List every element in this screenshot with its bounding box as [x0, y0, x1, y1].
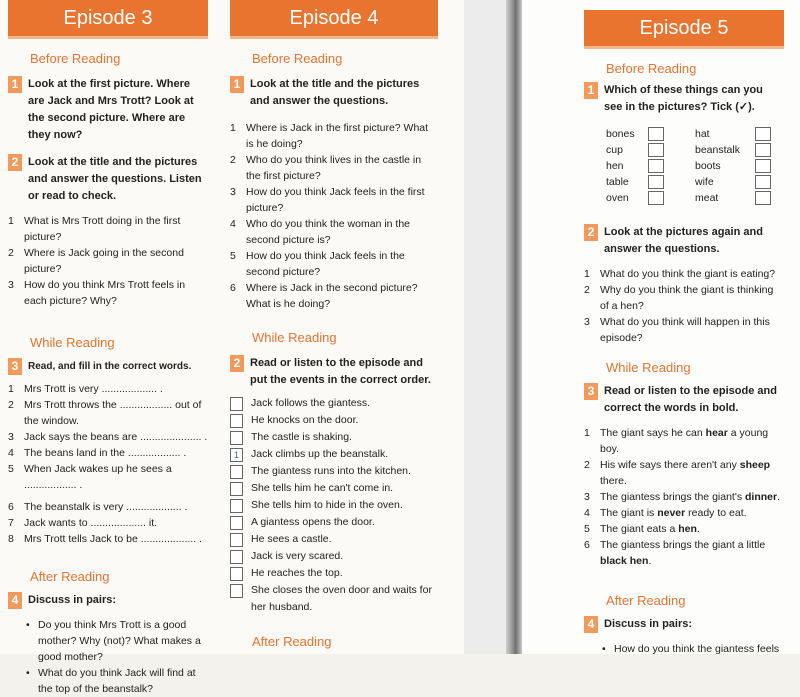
ep4-q1-text: Look at the title and the pictures and answer the questions.: [250, 78, 420, 107]
list-item: 1 What is Mrs Trott doing in the first picture?: [8, 215, 181, 243]
tick-box[interactable]: [648, 159, 664, 173]
ep3-q2-text: Look at the title and the pictures and answer the questions. Listen or read to check.: [28, 156, 202, 202]
ep5-q3-text: Read or listen to the episode and correct the words in bold.: [604, 385, 777, 414]
order-box[interactable]: [230, 482, 243, 496]
list-item: 1 Where is Jack in the first picture? What is he doing?: [230, 122, 429, 150]
ep3-q1-number: 1: [8, 76, 22, 93]
list-item: 6 Where is Jack in the second picture? What is he doing?: [230, 282, 418, 310]
order-box[interactable]: [230, 533, 243, 547]
tick-item: oven: [606, 190, 695, 206]
order-box[interactable]: [230, 550, 243, 564]
ep5-after-reading-heading: After Reading: [606, 593, 686, 608]
order-box[interactable]: 1: [230, 448, 243, 462]
tick-item: meat: [695, 190, 784, 206]
ep3-after-reading-heading: After Reading: [30, 569, 110, 584]
ep4-q2-list: [230, 395, 438, 616]
ep5-tick-column-right: [695, 126, 784, 206]
ep5-q2-number: 2: [584, 224, 598, 241]
ep3-q3-number: 3: [8, 358, 22, 375]
ep5-q1: [584, 82, 784, 116]
ep5-q2: [584, 224, 784, 258]
list-item: 4 The beans land in the .................. .: [8, 447, 187, 459]
tick-box[interactable]: [648, 143, 664, 157]
tick-item: table: [606, 174, 695, 190]
tick-item: hat: [695, 126, 784, 142]
ep3-before-reading-heading: Before Reading: [30, 51, 121, 66]
list-item: 2 Why do you think the giant is thinking of a hen?: [584, 284, 774, 312]
list-item: Jack follows the giantess.: [230, 395, 438, 412]
list-item: 2 Where is Jack going in the second picture?: [8, 247, 184, 275]
right-page: [522, 0, 800, 654]
ep5-q2-text: Look at the pictures again and answer the questions.: [604, 226, 763, 255]
order-box[interactable]: [230, 516, 243, 530]
list-item: He reaches the top.: [230, 565, 438, 582]
tick-box[interactable]: [755, 127, 771, 141]
bullet-icon: •: [26, 619, 30, 631]
tick-box[interactable]: [648, 127, 664, 141]
list-item: 2 Mrs Trott throws the .................. out of the window.: [8, 399, 202, 427]
tick-box[interactable]: [755, 191, 771, 205]
ep4-before-reading-heading: Before Reading: [252, 51, 343, 66]
list-item: 5 How do you think Jack feels in the second picture?: [230, 250, 405, 278]
list-item: 2 Who do you think lives in the castle in the first picture?: [230, 154, 422, 182]
list-item: 1 What do you think the giant is eating?: [584, 268, 776, 280]
ep4-q1: [230, 76, 438, 110]
tick-box[interactable]: [755, 175, 771, 189]
episode-3-banner: Episode 3: [8, 0, 208, 39]
bullet-icon: •: [602, 643, 606, 655]
list-item: 7 Jack wants to ................... it.: [8, 517, 158, 529]
tick-item: hen: [606, 158, 695, 174]
tick-item: bones: [606, 126, 695, 142]
ep5-q1-number: 1: [584, 82, 598, 99]
episode-4-column: [230, 0, 438, 649]
list-item: She tells him to hide in the oven.: [230, 497, 438, 514]
tick-item: boots: [695, 158, 784, 174]
ep4-after-reading-heading: After Reading: [252, 634, 332, 649]
ep5-while-reading-heading: While Reading: [606, 360, 691, 375]
ep3-q3: [8, 358, 208, 375]
list-item: 3 How do you think Mrs Trott feels in each picture? Why?: [8, 279, 186, 307]
ep5-q4: [584, 616, 784, 633]
tick-box[interactable]: [755, 143, 771, 157]
ep5-tick-grid: [606, 126, 784, 206]
ep5-q3-list: [584, 425, 784, 569]
list-item: Jack is very scared.: [230, 548, 438, 565]
ep3-q4: [8, 592, 208, 609]
list-item: 6 The beanstalk is very ................... .: [8, 501, 188, 513]
list-item: The castle is shaking.: [230, 429, 438, 446]
list-item: 1 Mrs Trott is very ................... .: [8, 383, 163, 395]
order-box[interactable]: [230, 465, 243, 479]
tick-box[interactable]: [648, 191, 664, 205]
ep5-q4-number: 4: [584, 616, 598, 633]
list-item: • What do you think Jack will find at the top of the beanstalk?: [26, 667, 196, 695]
ep3-q3-text: Read, and fill in the correct words.: [28, 361, 192, 372]
ep4-q1-number: 1: [230, 76, 244, 93]
ep5-q4-list: [602, 641, 784, 657]
tick-item: beanstalk: [695, 142, 784, 158]
list-item: 3 What do you think will happen in this episode?: [584, 316, 770, 344]
episode-5-banner: Episode 5: [584, 10, 784, 49]
ep5-tick-column-left: [606, 126, 695, 206]
list-item: 2 His wife says there aren't any sheep there.: [584, 459, 771, 487]
ep4-q2-number: 2: [230, 355, 244, 372]
list-item: 4 Who do you think the woman in the second picture is?: [230, 218, 411, 246]
list-item: 8 Mrs Trott tells Jack to be ................... .: [8, 533, 202, 545]
list-item: 5 The giant eats a hen.: [584, 523, 700, 535]
list-item: 3 Jack says the beans are ..................... .: [8, 431, 208, 443]
tick-item: cup: [606, 142, 695, 158]
list-item: 3 The giantess brings the giant's dinner.: [584, 491, 781, 503]
ep3-q4-number: 4: [8, 592, 22, 609]
ep3-q2: [8, 154, 208, 205]
tick-box[interactable]: [755, 159, 771, 173]
list-item: She tells him he can't come in.: [230, 480, 438, 497]
ep4-q2-text: Read or listen to the episode and put the events in the correct order.: [250, 357, 431, 386]
order-box[interactable]: [230, 584, 243, 598]
ep4-while-reading-heading: While Reading: [252, 330, 337, 345]
ep3-q1: [8, 76, 208, 144]
ep3-while-reading-heading: While Reading: [30, 335, 115, 350]
list-item: • Do you think Mrs Trott is a good mother? Why (not)? What makes a good mother?: [26, 619, 201, 663]
ep5-q3-number: 3: [584, 383, 598, 400]
ep3-q2-number: 2: [8, 154, 22, 171]
ep3-q2-list: [8, 213, 208, 309]
ep5-q3: [584, 383, 784, 417]
ep3-q3-list: [8, 381, 208, 547]
ep3-q4-list: [26, 617, 208, 697]
list-item: 6 The giantess brings the giant a little black hen.: [584, 539, 766, 567]
order-box[interactable]: [230, 567, 243, 581]
order-box[interactable]: [230, 414, 243, 428]
ep5-q1-text: Which of these things can you see in the pictures? Tick (✓).: [604, 84, 763, 113]
episode-5-column: [584, 10, 784, 657]
list-item: 1 The giant says he can hear a young boy.: [584, 427, 769, 455]
order-box[interactable]: [230, 499, 243, 513]
list-item: He sees a castle.: [230, 531, 438, 548]
list-item: • How do you think the giantess feels: [602, 643, 780, 655]
order-box[interactable]: [230, 431, 243, 445]
ep3-q1-text: Look at the first picture. Where are Jack and Mrs Trott? Look at the second picture. Where are they now?: [28, 78, 194, 141]
list-item: The giantess runs into the kitchen.: [230, 463, 438, 480]
ep5-before-reading-heading: Before Reading: [606, 61, 697, 76]
order-box[interactable]: [230, 397, 243, 411]
book-spine: [506, 0, 522, 654]
tick-box[interactable]: [648, 175, 664, 189]
list-item: He knocks on the door.: [230, 412, 438, 429]
ep3-q4-text: Discuss in pairs:: [28, 594, 117, 606]
list-item: A giantess opens the door.: [230, 514, 438, 531]
list-item: She closes the oven door and waits for her husband.: [230, 582, 438, 616]
tick-item: wife: [695, 174, 784, 190]
list-item: 3 How do you think Jack feels in the first picture?: [230, 186, 425, 214]
bullet-icon: •: [26, 667, 30, 679]
ep4-q1-list: [230, 120, 438, 312]
list-item: 1 Jack climbs up the beanstalk.: [230, 446, 438, 463]
episode-3-column: [8, 0, 208, 697]
ep5-q2-list: [584, 266, 784, 346]
list-item: 5 When Jack wakes up he sees a .................. .: [8, 463, 172, 491]
ep4-q2: [230, 355, 438, 389]
episode-4-banner: Episode 4: [230, 0, 438, 39]
ep5-q4-text: Discuss in pairs:: [604, 618, 693, 630]
list-item: 4 The giant is never ready to eat.: [584, 507, 747, 519]
